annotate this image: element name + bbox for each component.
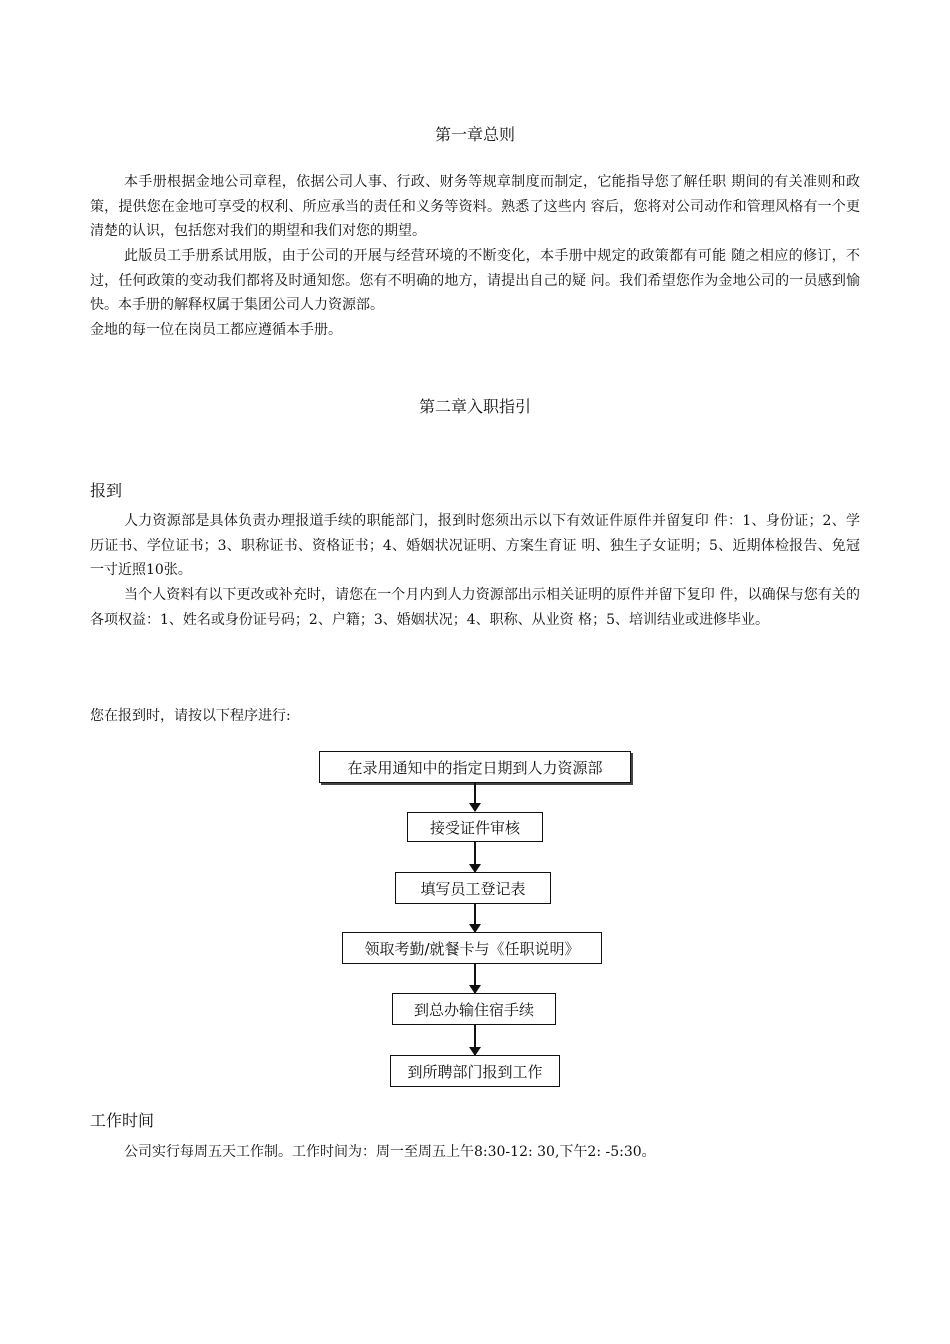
flow-arrow-4 xyxy=(474,964,476,993)
chapter-1-title: 第一章总则 xyxy=(434,125,515,144)
flow-step-6: 到所聘部门报到工作 xyxy=(390,1055,560,1087)
onboarding-flowchart xyxy=(0,740,950,1100)
flow-step-5: 到总办输住宿手续 xyxy=(392,993,556,1025)
flow-step-2: 接受证件审核 xyxy=(407,812,543,842)
flow-step-3: 填写员工登记表 xyxy=(395,872,551,904)
work-time-text: 公司实行每周五天工作制。工作时间为：周一至周五上午8:30-12: 30,下午2: -5:30。 xyxy=(124,1144,656,1160)
chapter-1-paragraph-1: 本手册根据金地公司章程，依据公司人事、行政、财务等规章制度而制定，它能指导您了解任职 期间的有关准则和政策，提供您在金地可享受的权利、所应承当的责任和义务等资料。熟悉了这些内 容后，您将对公司动作和管理风格有一个更清楚的认识，包括您对我们的期望和我们对您的期望。 xyxy=(90,174,860,239)
flow-step-1: 在录用通知中的指定日期到人力资源部 xyxy=(319,751,631,783)
chapter-2-title: 第二章入职指引 xyxy=(418,397,531,416)
flow-arrow-3 xyxy=(474,904,476,932)
chapter-1-paragraph-2: 此版员工手册系试用版，由于公司的开展与经营环境的不断变化，本手册中规定的政策都有可能 随之相应的修订，不过，任何政策的变动我们都将及时通知您。您有不明确的地方，请提出自己的疑 问。我们希望您作为金地公司的一员感到愉快。本手册的解释权属于集团公司人力资源部。 xyxy=(90,248,860,313)
chapter-1-paragraph-3: 金地的每一位在岗员工都应遵循本手册。 xyxy=(90,322,342,338)
flow-arrow-1 xyxy=(474,783,476,811)
flow-step-4: 领取考勤/就餐卡与《任职说明》 xyxy=(342,932,602,964)
section-heading-report: 报到 xyxy=(90,481,123,500)
procedure-intro: 您在报到时，请按以下程序进行: xyxy=(90,708,291,724)
section-heading-work-time: 工作时间 xyxy=(90,1111,155,1130)
flow-arrow-2 xyxy=(474,842,476,872)
report-paragraph-2: 当个人资料有以下更改或补充时，请您在一个月内到人力资源部出示相关证明的原件并留下复印 件，以确保与您有关的各项权益：1、姓名或身份证号码；2、户籍；3、婚姻状况；4、职称、从业资 格；5、培训结业或进修毕业。 xyxy=(90,587,860,628)
report-paragraph-1: 人力资源部是具体负责办理报道手续的职能部门，报到时您须出示以下有效证件原件并留复印 件：1、身份证；2、学历证书、学位证书；3、职称证书、资格证书；4、婚姻状况证明、方案生育证 明、独生子女证明；5、近期体检报告、免冠一寸近照10张。 xyxy=(90,513,860,578)
flow-arrow-5 xyxy=(474,1025,476,1055)
